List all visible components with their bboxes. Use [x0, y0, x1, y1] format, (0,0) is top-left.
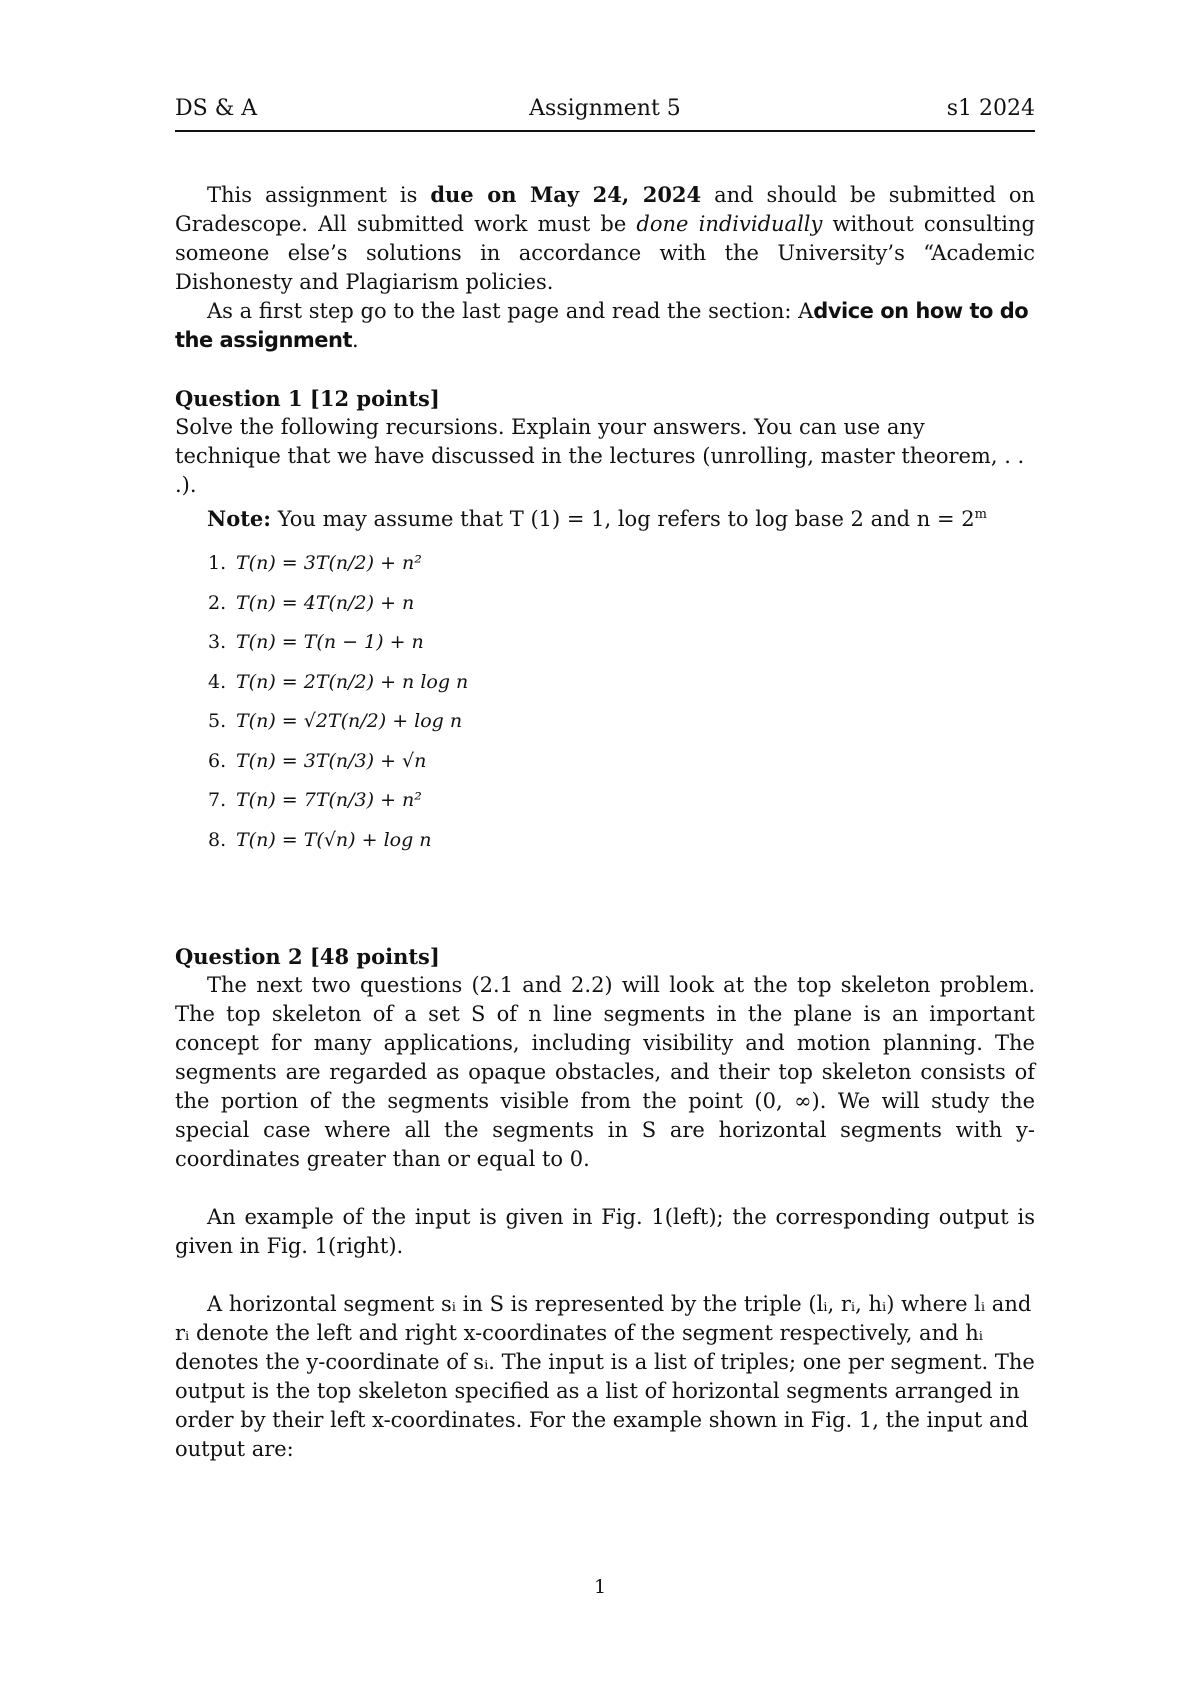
question-2-intro: The next two questions (2.1 and 2.2) will look at the top skeleton problem. The top skeleton of a set S of n line segments in the plane is an important concept for many applications, including visibility and motion planning. The segments are regarded as opaque obstacles, and their top skeleton consists of the portion of the segments visible from the point (0, ∞). We will study the special case where all the segments in S are horizontal segments with y-coordinates greater than or equal to 0.: [175, 973, 1035, 1171]
question-2: [175, 942, 1035, 1464]
individual-emphasis: done individually: [636, 212, 823, 236]
item-number: 6.: [208, 749, 227, 772]
list-item: [208, 592, 468, 632]
note-superscript: m: [974, 507, 987, 522]
question-1: [175, 384, 1035, 534]
question-1-body: Solve the following recursions. Explain your answers. You can use any technique that we have discussed in the lectures (unrolling, master theorem, . . .).: [175, 415, 1025, 497]
recurrence-expr: T(n) = 3T(n/2) + n²: [236, 552, 422, 574]
question-2-example: An example of the input is given in Fig. 1(left); the corresponding output is given in Fig. 1(right).: [175, 1205, 1035, 1258]
recurrence-expr: T(n) = 2T(n/2) + n log n: [236, 670, 469, 693]
list-item: [208, 710, 468, 750]
course-name: DS & A: [175, 96, 258, 121]
recurrence-expr: T(n) = 4T(n/2) + n: [236, 591, 415, 614]
list-item: [208, 671, 468, 711]
note-label: Note:: [207, 506, 272, 531]
item-number: 1.: [208, 552, 227, 574]
page-header: [175, 96, 1035, 132]
intro-paragraph: [175, 180, 1035, 297]
due-date: due on May 24, 2024: [430, 182, 702, 207]
question-2-definition: A horizontal segment sᵢ in S is represented by the triple (lᵢ, rᵢ, hᵢ) where lᵢ and rᵢ denote the left and right x-coordinates of the segment respectively, and hᵢ denotes the y-coordinate of sᵢ. The input is a list of triples; one per segment. The output is the top skeleton specified as a list of horizontal segments arranged in order by their left x-coordinates. For the example shown in Fig. 1, the input and output are:: [175, 1292, 1035, 1461]
item-number: 5.: [208, 710, 227, 732]
question-2-title: Question 2 [48 points]: [175, 944, 440, 969]
intro-text-c: without consulting someone else’s solutions in accordance with the University’s “Academic Dishonesty and Plagiarism policies.: [175, 212, 1035, 294]
semester: s1 2024: [946, 96, 1035, 121]
list-item: [208, 552, 468, 592]
page-number: 1: [593, 1576, 607, 1598]
intro-section: [175, 180, 1035, 355]
advice-end: .: [352, 328, 359, 352]
recurrence-expr: T(n) = T(n − 1) + n: [236, 631, 424, 653]
assignment-title: Assignment 5: [529, 96, 681, 121]
item-number: 2.: [208, 591, 227, 614]
item-number: 8.: [208, 828, 227, 851]
recurrence-list: [208, 552, 468, 868]
list-item: [208, 829, 468, 869]
recurrence-expr: T(n) = √2T(n/2) + log n: [236, 710, 463, 732]
question-1-title: Question 1 [12 points]: [175, 386, 440, 411]
advice-paragraph: [175, 297, 1035, 355]
advice-link: dvice on how to do the assignment: [175, 299, 1029, 352]
recurrence-expr: T(n) = T(√n) + log n: [236, 828, 432, 851]
item-number: 7.: [208, 789, 227, 811]
question-1-note: [175, 500, 1035, 534]
recurrence-expr: T(n) = 7T(n/3) + n²: [236, 789, 422, 811]
list-item: [208, 789, 468, 829]
recurrence-expr: T(n) = 3T(n/3) + √n: [236, 749, 427, 772]
item-number: 3.: [208, 631, 227, 653]
item-number: 4.: [208, 670, 227, 693]
note-text: You may assume that T (1) = 1, log refers to log base 2 and n = 2: [271, 507, 975, 531]
list-item: [208, 750, 468, 790]
intro-text-b: and should be submitted on Gradescope. All submitted work must be: [175, 183, 1036, 236]
list-item: [208, 631, 468, 671]
advice-text: As a first step go to the last page and read the section: A: [207, 299, 814, 323]
intro-text-a: This assignment is: [207, 183, 431, 207]
